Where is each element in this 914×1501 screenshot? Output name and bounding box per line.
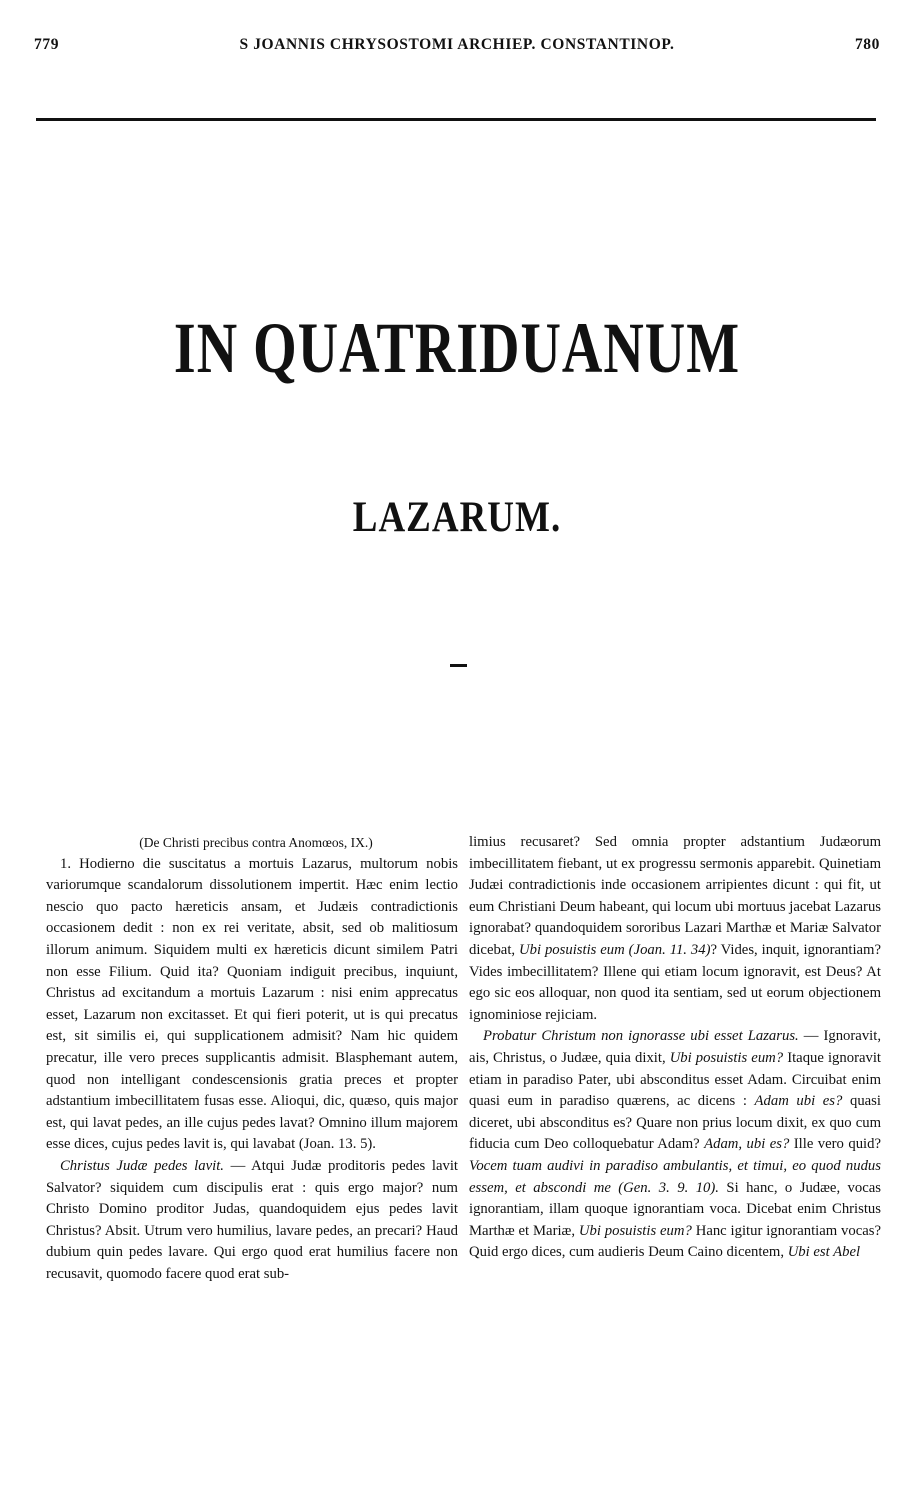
title-separator <box>450 664 467 667</box>
section-caption: (De Christi precibus contra Anomœos, IX.) <box>139 835 373 850</box>
running-head <box>34 36 880 58</box>
paragraph-4-lead: Probatur Christum non ignorasse ubi esset Lazarus. <box>483 1028 799 1045</box>
paragraph-1: 1. Hodierno die suscitatus a mortuis Lazarus, multorum nobis variorumque scandalorum dissolutionem impertit. Hæc enim lectio nescio quo pacto hæreticis ansam, et Judæis contradictionis occasionem dedit : non ex rei veritate, absit, sed ob malitiosum illorum animum. Siquidem multi ex hæreticis dicunt similem Patri non esse Filium. Quid ita? Quoniam indiguit precibus, inquiunt, Christus ad excitandum a mortuis Lazarum : nisi enim apprecatus esset, Lazarum non excitasset. Et qui fieri poterit, ut is qui precatus est, sit similis ei, qui supplicationem admisit? Nam hic quidem precatur, ille vero preces supplicantis admisit. Blasphemant autem, quod non intelligant condescensionis gratia preces et propter adstantium imbecillitatem fusas esse. Alioqui, dic, quæso, quis major est, qui lavat pedes, an ille cujus pedes lavat? Omnino illum majorem esse dices, cujus pedes lavit is, qui lavabat (Joan. 13. 5). <box>46 855 458 1153</box>
paragraph-3-citation: Ubi posuistis eum (Joan. 11. 34) <box>519 941 711 958</box>
paragraph-4 <box>469 1026 881 1264</box>
paragraph-4-quote-d: Vocem tuam audivi in paradiso ambulantis, et timui, eo quod nudus essem, et abscondi me (Gen. 3. 9. 10). <box>469 1157 881 1196</box>
paragraph-4-text-f: Hanc igitur ignorantiam vocas? Quid ergo dices, cum audieris Deum Caino dicentem, <box>469 1222 882 1261</box>
paragraph-4-quote-a: Ubi posuistis eum? <box>669 1049 784 1066</box>
paragraph-2 <box>46 1156 458 1286</box>
paragraph-4-text-c: quasi diceret, ubi absconditus es? Quare non prius locum dixit, ex quo cum fiducia cum Deo colloquebatur Adam? <box>469 1093 881 1153</box>
page-subtitle: LAZARUM. <box>352 493 562 542</box>
paragraph-3-text-a: limius recusaret? Sed omnia propter adstantium Judæorum imbecillitatem fiebant, ut ex progressu sermonis apparebit. Quinetiam Judæi contradictionis inde occasionem arripientes dicunt : qui fit, ut eum Christiani Deum habeant, qui locum ubi mortuus jacebat Lazarus ignorabat? quandoquidem sororibus Lazari Marthæ et Mariæ Salvator dicebat, <box>469 834 881 958</box>
running-title: S JOANNIS CHRYSOSTOMI ARCHIEP. CONSTANTINOP. <box>239 36 675 53</box>
paragraph-4-quote-b: Adam ubi es? <box>754 1093 843 1110</box>
paragraph-4-text-b: Itaque ignoravit etiam in paradiso Pater, ubi absconditus esset Adam. Circuibat enim quasi eum in paradiso quærens, ac dicens : <box>469 1049 881 1110</box>
right-column <box>469 832 881 1264</box>
paragraph-4-quote-f: Ubi est Abel <box>787 1244 861 1261</box>
page-title: IN QUATRIDUANUM <box>173 309 741 389</box>
left-column <box>46 832 458 1285</box>
paragraph-2-text: — Atqui Judæ proditoris pedes lavit Salvator? siquidem cum discipulis erat : quis ergo major? num Christo Domino proditor Judas, quandoquidem ejus pedes lavit Christus? Absit. Utrum vero humilius, lavare pedes, an precari? Haud dubium quin pedes lavare. Qui ergo quod erat humilius facere non recusavit, quomodo facere quod erat sub- <box>46 1157 459 1282</box>
page-number-left: 779 <box>34 36 60 53</box>
header-rule <box>36 118 876 121</box>
paragraph-4-text-a: — Ignoravit, ais, Christus, o Judæe, quia dixit, <box>469 1028 881 1066</box>
paragraph-4-text-d: Ille vero quid? <box>789 1136 881 1153</box>
paragraph-4-quote-c: Adam, ubi es? <box>704 1136 790 1153</box>
paragraph-3-text-b: ? Vides, inquit, ignorantiam? Vides imbecillitatem? Illene qui etiam locum ignoravit, est Deus? At ego sic eos alloquar, non quod ita sentiam, sed ut eorum objectionem ignominiose rejiciam. <box>469 941 881 1023</box>
paragraph-2-lead: Christus Judæ pedes lavit. <box>60 1157 224 1174</box>
paragraph-4-quote-e: Ubi posuistis eum? <box>578 1222 692 1239</box>
paragraph-3 <box>469 832 881 1026</box>
page-number-right: 780 <box>854 36 880 53</box>
paragraph-4-text-e: Si hanc, o Judæe, vocas ignorantiam, illam quoque ignorantiam voca. Dicebat enim Christus Marthæ et Mariæ, <box>469 1179 882 1239</box>
